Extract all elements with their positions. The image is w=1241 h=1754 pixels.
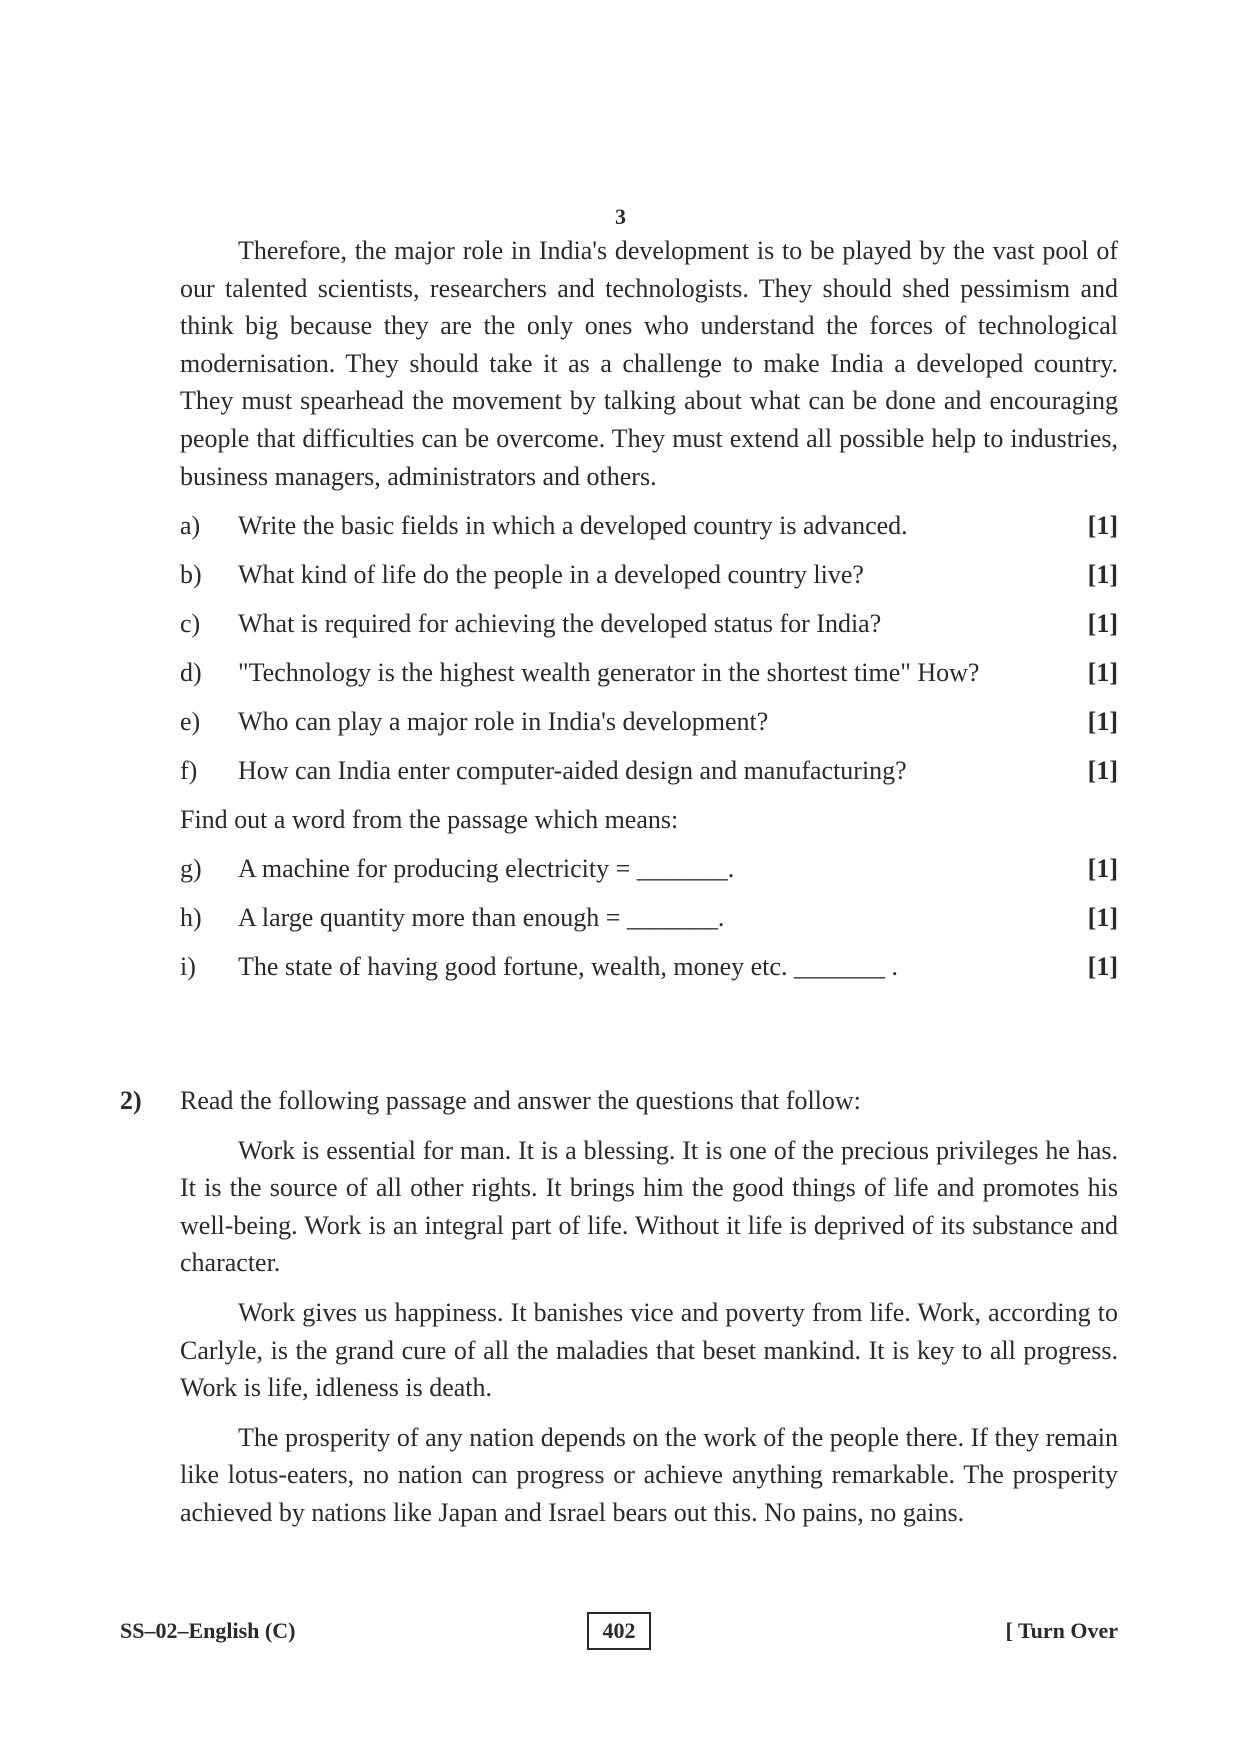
question-letter: f) xyxy=(180,756,198,786)
question-h xyxy=(180,899,1118,937)
question-c xyxy=(180,605,1118,643)
question-d xyxy=(180,654,1118,692)
question-e xyxy=(180,703,1118,741)
question-marks: [1] xyxy=(1087,658,1118,688)
question-marks: [1] xyxy=(1087,560,1118,590)
passage-2 xyxy=(180,1132,1118,1532)
question-letter: b) xyxy=(180,560,202,590)
question-marks: [1] xyxy=(1087,903,1118,933)
page-code-box: 402 xyxy=(587,1612,651,1650)
question-text: What kind of life do the people in a developed country live? xyxy=(238,560,864,590)
passage-2-paragraph-3: The prosperity of any nation depends on the work of the people there. If they remain like lotus-eaters, no nation can progress or achieve anything remarkable. The prosperity achieved by nations like Japan and Israel bears out this. No pains, no gains. xyxy=(180,1422,1118,1527)
question-text: A large quantity more than enough = _______. xyxy=(238,903,725,933)
question-letter: d) xyxy=(180,658,202,688)
question-marks: [1] xyxy=(1087,756,1118,786)
question-2-header xyxy=(120,1082,1118,1120)
question-list xyxy=(180,507,1118,985)
question-marks: [1] xyxy=(1087,707,1118,737)
question-letter: a) xyxy=(180,511,201,541)
page-number: 3 xyxy=(615,204,626,229)
turn-over-label: [ Turn Over xyxy=(1005,1618,1118,1643)
passage-1 xyxy=(180,232,1118,997)
question-letter: c) xyxy=(180,609,201,639)
question-text: How can India enter computer-aided design and manufacturing? xyxy=(238,756,907,786)
passage-2-paragraph-1: Work is essential for man. It is a blessing. It is one of the precious privileges he has. It is the source of all other rights. It brings him the good things of life and promotes his well-being. Work is an integral part of life. Without it life is deprived of its substance and character. xyxy=(180,1135,1118,1278)
question-marks: [1] xyxy=(1087,511,1118,541)
question-letter: e) xyxy=(180,707,201,737)
find-word-intro: Find out a word from the passage which means: xyxy=(180,805,679,835)
question-text: What is required for achieving the developed status for India? xyxy=(238,609,882,639)
question-2-number: 2) xyxy=(120,1086,142,1115)
question-f xyxy=(180,752,1118,790)
question-letter: h) xyxy=(180,903,202,933)
question-i xyxy=(180,948,1118,986)
question-marks: [1] xyxy=(1087,952,1118,982)
question-2-instruction: Read the following passage and answer the questions that follow: xyxy=(180,1086,861,1115)
question-letter: i) xyxy=(180,952,196,982)
passage-1-paragraph: Therefore, the major role in India's development is to be played by the vast pool of our talented scientists, researchers and technologists. They should shed pessimism and think big because they are the only ones who understand the forces of technological modernisation. They should take it as a challenge to make India a developed country. They must spearhead the movement by talking about what can be done and encouraging people that difficulties can be overcome. They must extend all possible help to industries, business managers, administrators and others. xyxy=(180,236,1118,491)
question-text: The state of having good fortune, wealth, money etc. _______ . xyxy=(238,952,898,982)
question-text: Write the basic fields in which a developed country is advanced. xyxy=(238,511,908,541)
passage-2-paragraph-2: Work gives us happiness. It banishes vice and poverty from life. Work, according to Carlyle, is the grand cure of all the maladies that beset mankind. It is key to all progress. Work is life, idleness is death. xyxy=(180,1297,1118,1403)
question-g xyxy=(180,850,1118,888)
question-text: Who can play a major role in India's development? xyxy=(238,707,769,737)
page-footer xyxy=(120,1612,1118,1652)
paper-code: SS–02–English (C) xyxy=(120,1618,296,1643)
question-2 xyxy=(120,1082,1118,1532)
question-letter: g) xyxy=(180,854,202,884)
question-marks: [1] xyxy=(1087,854,1118,884)
question-marks: [1] xyxy=(1087,609,1118,639)
question-b xyxy=(180,556,1118,594)
question-text: A machine for producing electricity = _______. xyxy=(238,854,735,884)
question-a xyxy=(180,507,1118,545)
question-text: "Technology is the highest wealth generator in the shortest time" How? xyxy=(238,658,980,688)
